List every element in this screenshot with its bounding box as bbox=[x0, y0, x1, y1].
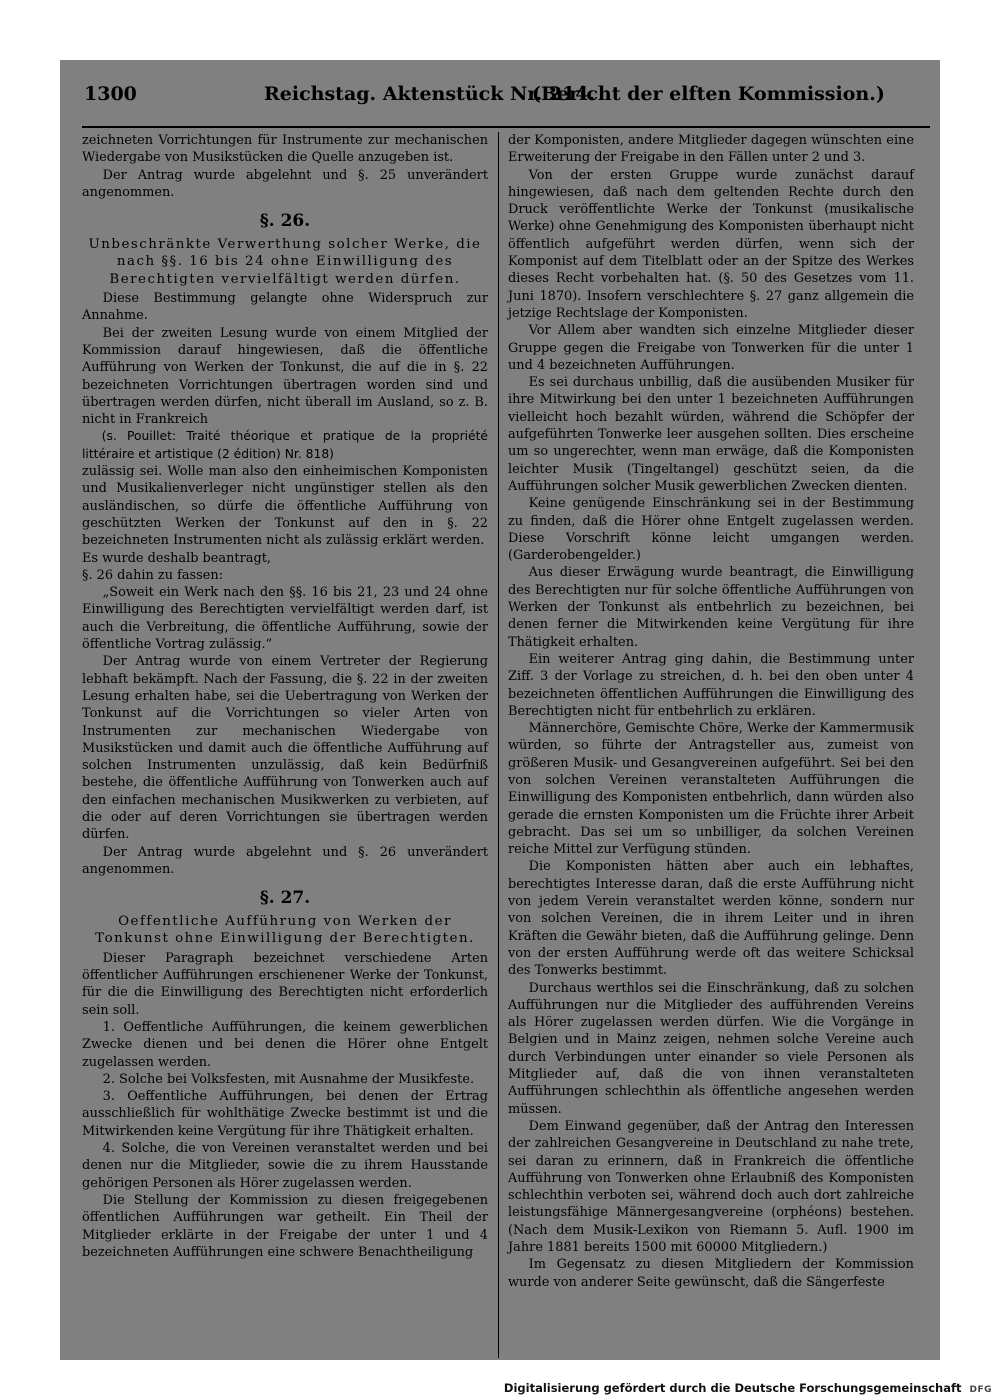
header-subtitle: (Bericht der elften Kommission.) bbox=[532, 83, 885, 105]
page-header bbox=[84, 82, 930, 106]
paragraph: Vor Allem aber wandten sich einzelne Mitglieder dieser Gruppe gegen die Freigabe von Tonwerken für die unter 1 und 4 bezeichneten Aufführungen. bbox=[508, 323, 914, 373]
paragraph: zeichneten Vorrichtungen für Instrumente zur mechanischen Wiedergabe von Musikstücken die Quelle anzugeben ist. bbox=[82, 133, 488, 166]
section-title-27: Oeffentliche Aufführung von Werken der Tonkunst ohne Einwilligung der Berechtigten. bbox=[95, 914, 475, 947]
dfg-logo-icon: DFG bbox=[969, 1385, 992, 1395]
paragraph: Der Antrag wurde abgelehnt und §. 26 unverändert angenommen. bbox=[82, 844, 488, 877]
paragraph: Der Antrag wurde abgelehnt und §. 25 unverändert angenommen. bbox=[82, 167, 488, 200]
paragraph: Es sei durchaus unbillig, daß die ausübenden Musiker für ihre Mitwirkung bei den unter 1 bezeichneten Aufführungen vielleicht hoch bezahlt würden, während die Schöpfer der aufgeführten Tonwerke leer ausgehen sollten. Dies erscheine um so ungerechter, wenn man erwäge, daß die Komponisten leichter Musik (Tingeltangel) geschützt seien, da die Aufführungen solcher Musik gewerblichen Zwecken dienten. bbox=[508, 375, 914, 494]
column-divider bbox=[498, 132, 499, 1358]
paragraph: §. 26 dahin zu fassen: bbox=[82, 567, 224, 583]
document-page bbox=[60, 60, 940, 1360]
right-column bbox=[508, 132, 914, 1291]
paragraph: Männerchöre, Gemischte Chöre, Werke der Kammermusik würden, so führte der Antragsteller aus, zumeist von größeren Musik- und Gesangvereinen aufgeführt. Sei bei den von solchen Vereinen veranstalteten Aufführungen die Einwilligung des Komponisten entbehrlich, dann würden also gerade die ernsten Komponisten um die Früchte ihrer Arbeit gebracht. Das sei um so unbilliger, da solchen Vereinen reiche Mittel zur Verfügung stünden. bbox=[508, 721, 914, 858]
footer-text: Digitalisierung gefördert durch die Deutsche Forschungsgemeinschaft bbox=[503, 1381, 962, 1395]
header-rule bbox=[82, 126, 930, 128]
paragraph: Durchaus werthlos sei die Einschränkung, daß zu solchen Aufführungen nur die Mitglieder des aufführenden Vereins als Hörer zugelassen werden dürfen. Wie die Vorgänge in Belgien und in Mainz zeigen, nehmen solche Vereine auch durch Verbindungen unter einander so viele Personen als Mitglieder auf, daß die von ihnen veranstalteten Aufführungen schlechthin als öffentliche angesehen werden müssen. bbox=[508, 980, 914, 1117]
paragraph: Diese Bestimmung gelangte ohne Widerspruch zur Annahme. bbox=[82, 291, 488, 324]
list-item: 1. Oeffentliche Aufführungen, die keinem gewerblichen Zwecke dienen und bei denen die Hörer ohne Entgelt zugelassen werden. bbox=[82, 1019, 488, 1070]
paragraph: Die Komponisten hätten aber auch ein lebhaftes, berechtigtes Interesse daran, daß die erste Aufführung nicht von jedem Verein veranstaltet werden könne, sondern nur von solchen Vereinen, die in ihrem Leiter und in ihren Kräften die Gewähr bieten, daß die Aufführung gelinge. Denn von der ersten Aufführung werde oft das weitere Schicksal des Tonwerks bestimmt. bbox=[508, 859, 914, 979]
section-heading-26: §. 26. bbox=[259, 211, 311, 232]
citation: (s. Pouillet: Traité théorique et pratique de la propriété littéraire et artistique (2 édition) Nr. 818) bbox=[82, 429, 488, 461]
list-item: 3. Oeffentliche Aufführungen, bei denen der Ertrag ausschließlich für wohlthätige Zwecke bestimmt ist und die Mitwirkenden keine Vergütung für ihre Thätigkeit erhalten. bbox=[82, 1089, 488, 1139]
paragraph: Keine genügende Einschränkung sei in der Bestimmung zu finden, daß die Hörer ohne Entgelt zugelassen werden. Diese Vorschrift könne leicht umgangen werden. (Garderobengelder.) bbox=[508, 496, 914, 564]
paragraph: Ein weiterer Antrag ging dahin, die Bestimmung unter Ziff. 3 der Vorlage zu streichen, d. h. bei den oben unter 4 bezeichneten öffentlichen Aufführungen die Einwilligung des Berechtigten nicht für entbehrlich zu erklären. bbox=[508, 651, 914, 719]
paragraph: Die Stellung der Kommission zu diesen freigegebenen öffentlichen Aufführungen war getheilt. Ein Theil der Mitglieder erklärte in der Freigabe der unter 1 und 4 bezeichneten Aufführungen eine schwere Benachtheiligung bbox=[82, 1192, 488, 1260]
paragraph: Im Gegensatz zu diesen Mitgliedern der Kommission wurde von anderer Seite gewünscht, daß die Sängerfeste bbox=[508, 1257, 914, 1290]
paragraph: Dem Einwand gegenüber, daß der Antrag den Interessen der zahlreichen Gesangvereine in Deutschland zu nahe trete, sei daran zu erinnern, daß in Frankreich die öffentliche Aufführung von Tonwerken ohne Erlaubniß des Komponisten schlechthin verboten sei, während doch auch dort zahlreiche leistungsfähige Männergesangvereine (orphéons) bestehen. (Nach dem Musik-Lexikon von Riemann 5. Aufl. 1900 im Jahre 1881 bereits 1500 mit 60000 Mitgliedern.) bbox=[508, 1118, 914, 1255]
header-title: Reichstag. Aktenstück Nr. 214. bbox=[264, 83, 596, 105]
paragraph: Es wurde deshalb beantragt, bbox=[82, 550, 271, 566]
paragraph: Bei der zweiten Lesung wurde von einem Mitglied der Kommission darauf hingewiesen, daß die öffentliche Aufführung von Werken der Tonkunst, die auf die in §. 22 bezeichneten Vorrichtungen übertragen worden sind und übertragen werden dürfen, nicht überall im Ausland, so z. B. nicht in Frankreich bbox=[82, 325, 488, 428]
list-item: 4. Solche, die von Vereinen veranstaltet werden und bei denen nur die Mitglieder, sowie die zu ihrem Hausstande gehörigen Personen als Hörer zugelassen werden. bbox=[82, 1141, 488, 1191]
section-heading-27: §. 27. bbox=[259, 888, 311, 909]
left-column bbox=[82, 132, 488, 1261]
quoted-proposal: „Soweit ein Werk nach den §§. 16 bis 21, 23 und 24 ohne Einwilligung des Berechtigten vervielfältigt werden darf, ist auch die Verbreitung, die öffentliche Aufführung, sowie der öffentliche Vortrag zulässig.“ bbox=[82, 585, 488, 653]
paragraph: Von der ersten Gruppe wurde zunächst darauf hingewiesen, daß nach dem geltenden Rechte durch den Druck veröffentlichte Werke der Tonkunst (musikalische Werke) ohne Genehmigung des Komponisten überhaupt nicht öffentlich aufgeführt werden dürfen, wenn sich der Komponist auf dem Titelblatt oder an der Spitze des Werkes dieses Recht vorbehalten hat. (§. 50 des Gesetzes vom 11. Juni 1870). Insofern verschlechtere §. 27 ganz allgemein die jetzige Rechtslage der Komponisten. bbox=[508, 167, 914, 321]
paragraph: der Komponisten, andere Mitglieder dagegen wünschten eine Erweiterung der Freigabe in den Fällen unter 2 und 3. bbox=[508, 133, 914, 166]
paragraph: zulässig sei. Wolle man also den einheimischen Komponisten und Musikalienverleger nicht ungünstiger stellen als den ausländischen, so dürfe die öffentliche Aufführung von geschützten Werken der Tonkunst auf den in §. 22 bezeichneten Instrumenten nicht als zulässig erklärt werden. bbox=[82, 464, 488, 549]
funding-footer bbox=[504, 1381, 992, 1397]
list-item: 2. Solche bei Volksfesten, mit Ausnahme der Musikfeste. bbox=[102, 1071, 475, 1087]
paragraph: Der Antrag wurde von einem Vertreter der Regierung lebhaft bekämpft. Nach der Fassung, die §. 22 in der zweiten Lesung erhalten habe, sei die Uebertragung von Werken der Tonkunst auf die Vorrichtungen so vieler Arten von Instrumenten zur mechanischen Wiedergabe von Musikstücken und damit auch die öffentliche Aufführung auf solchen Instrumenten unzulässig, daß kein Bedürfniß bestehe, die öffentliche Aufführung von Tonwerken auch auf den einfachen mechanischen Musikwerken zu verbieten, auf die oder auf deren Vorrichtungen sie übertragen werden dürfen. bbox=[82, 654, 488, 843]
section-title-26: Unbeschränkte Verwerthung solcher Werke, die nach §§. 16 bis 24 ohne Einwilligung des Berechtigten vervielfältigt werden dürfen. bbox=[88, 237, 482, 287]
page-number: 1300 bbox=[84, 83, 137, 105]
paragraph: Aus dieser Erwägung wurde beantragt, die Einwilligung des Berechtigten nur für solche öffentliche Aufführungen von Werken der Tonkunst als entbehrlich zu bezeichnen, bei denen ferner die Mitwirkenden keine Vergütung für ihre Thätigkeit erhalten. bbox=[508, 565, 914, 650]
paragraph: Dieser Paragraph bezeichnet verschiedene Arten öffentlicher Aufführungen erschienener Werke der Tonkunst, für die die Einwilligung des Berechtigten nicht erforderlich sein soll. bbox=[82, 950, 488, 1018]
